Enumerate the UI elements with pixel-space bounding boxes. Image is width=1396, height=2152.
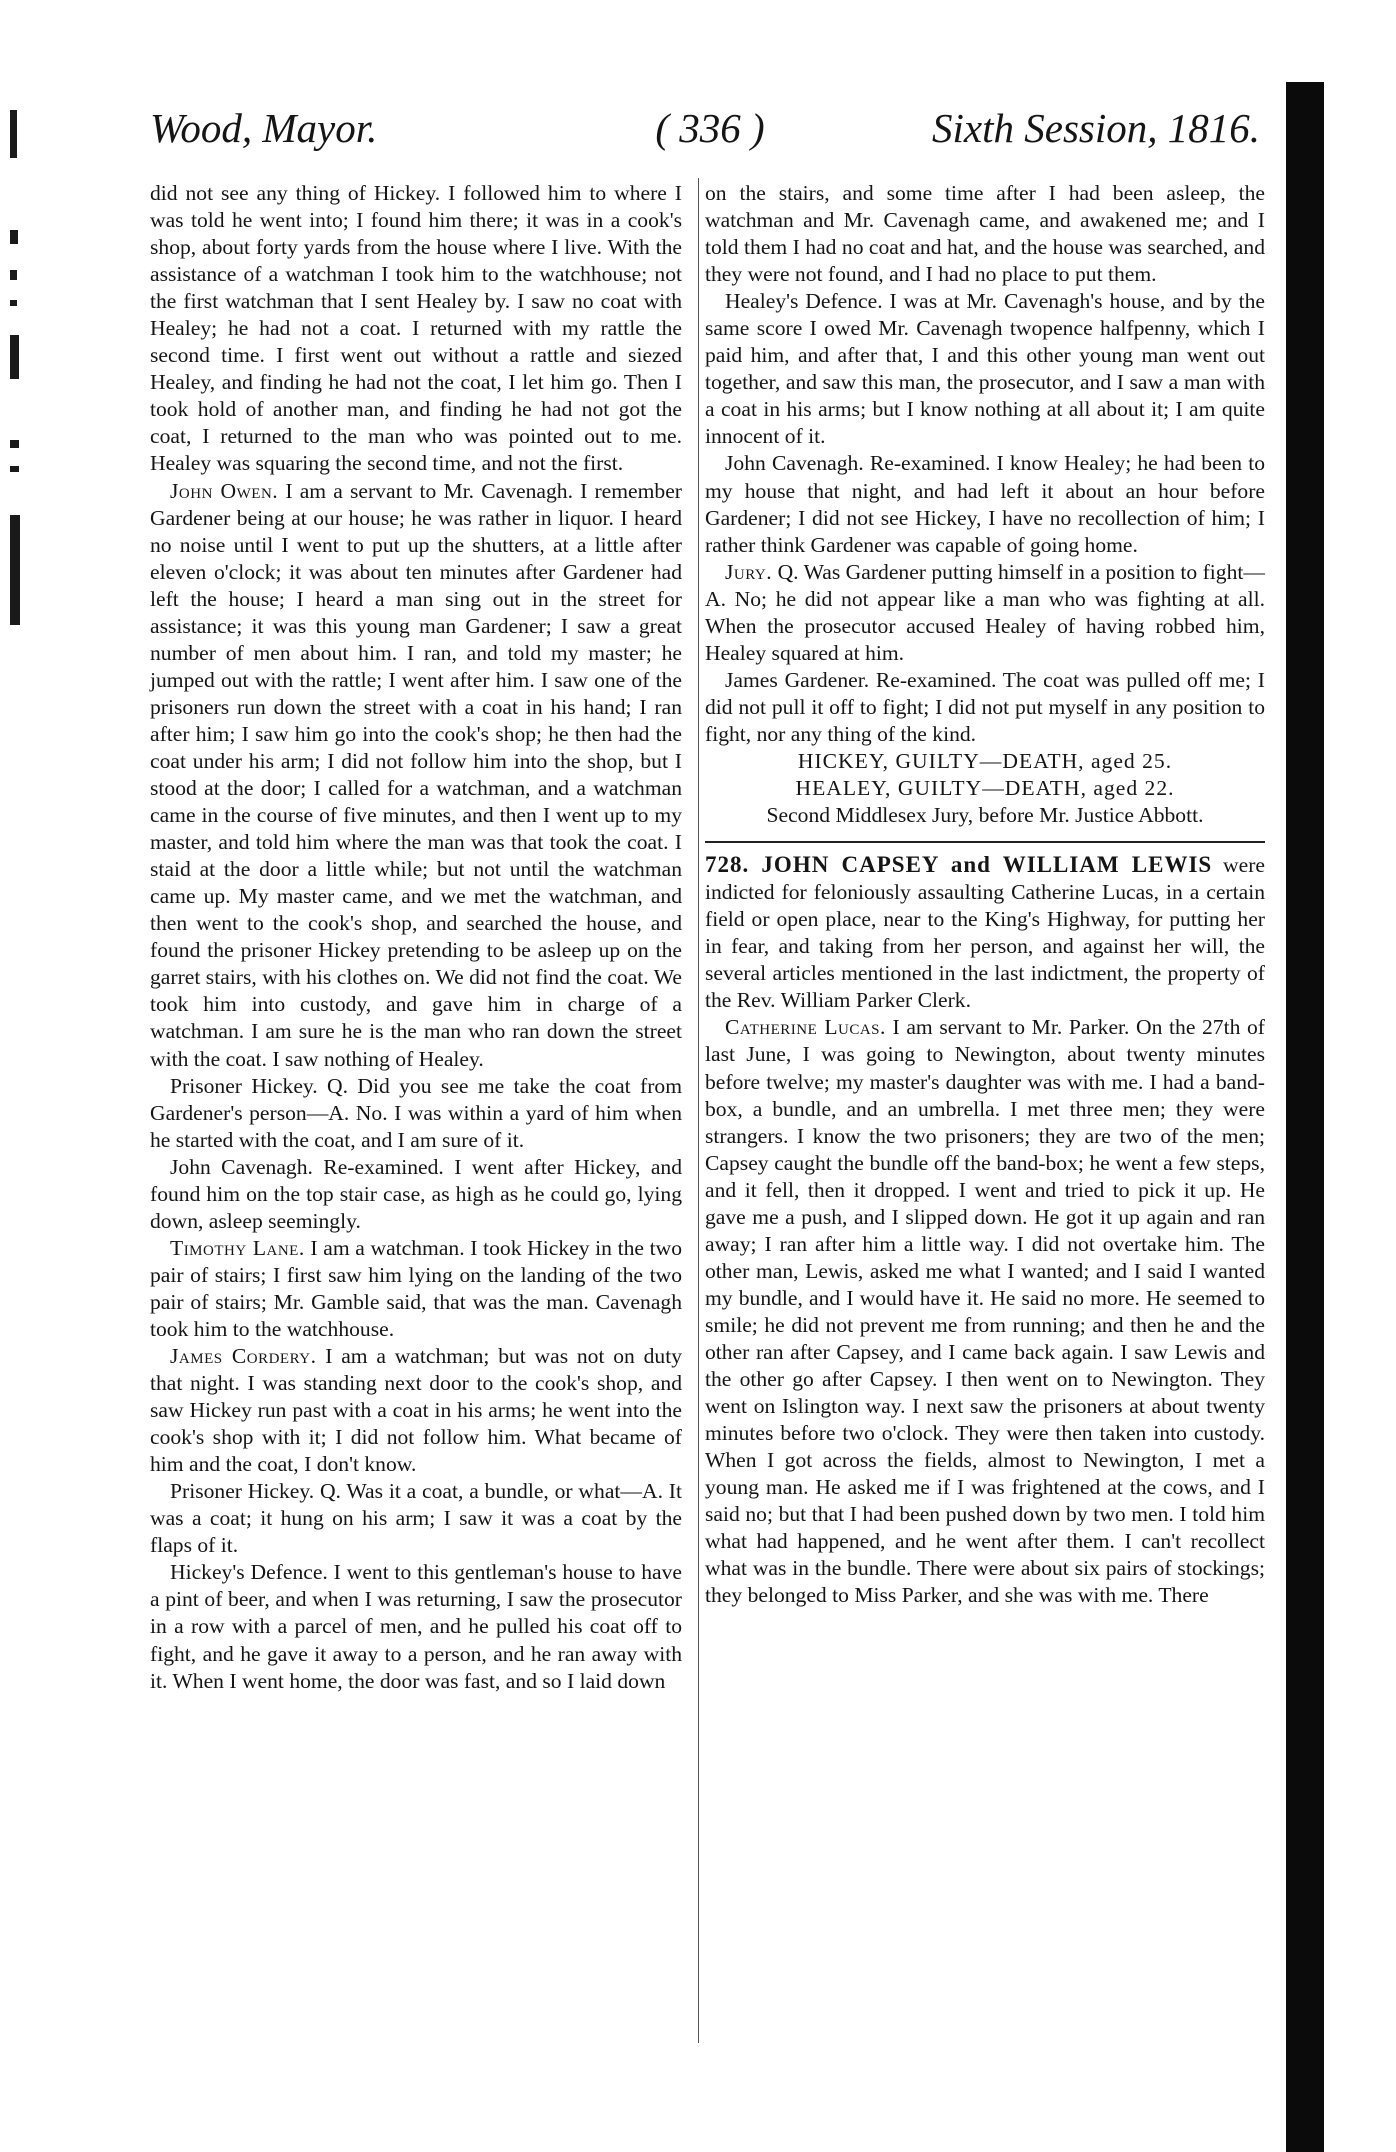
speaker-name: James Cordery.	[170, 1344, 317, 1369]
testimony-paragraph	[705, 1014, 1265, 1609]
header-right: Sixth Session, 1816.	[932, 105, 1260, 151]
verdict-line: HICKEY, GUILTY—DEATH, aged 25.	[797, 748, 1173, 773]
binding-shadow	[1286, 82, 1324, 2152]
paragraph	[150, 1154, 682, 1235]
right-column	[705, 180, 1265, 1609]
case-paragraph	[705, 851, 1265, 1014]
margin-ink-marks	[10, 110, 22, 650]
page-number: ( 336 )	[655, 105, 765, 151]
paragraph	[705, 288, 1265, 450]
paragraph	[150, 180, 682, 478]
testimony-paragraph	[150, 478, 682, 1073]
paragraph-text: James Gardener. Re-examined. The coat was pulled off me; I did not pull it off to fight; I did not put myself in any position to fight, nor any thing of the kind.	[705, 667, 1265, 746]
paragraph-text: I am a servant to Mr. Cavenagh. I remember Gardener being at our house; he was rather in liquor. I heard no noise until I went to put up the shutters, at a little after eleven o'clock; it was about ten minutes after Gardener had left the house; I heard a man sing out in the street for assistance; it was this young man Gardener; I saw a great number of men about him. I ran, and told my master; he jumped out with the rattle; I went after him. I saw one of the prisoners run down the street with a coat in his hand; I ran after him; I saw him go into the cook's shop; he then had the coat under his arm; I did not follow him into the shop, but I stood at the door; I called for a watchman, and a watchman came in the course of five minutes, and then I went up to my master, and told him where the man was that took the coat. I staid at the door a little while; but not until the watchman came up. My master came, and we met the watchman, and then went to the cook's shop, and searched the house, and found the prisoner Hickey pretending to be asleep up on the garret stairs, with his clothes on. We did not find the coat. We took him into custody, and gave him in charge of a watchman. I am sure he is the man who ran down the street with the coat. I saw nothing of Healey.	[150, 478, 683, 1071]
paragraph-text: John Cavenagh. Re-examined. I went after Hickey, and found him on the top stair case, as high as he could go, lying down, asleep seemingly.	[150, 1154, 682, 1233]
column-rule	[698, 178, 699, 2043]
testimony-paragraph	[150, 1343, 682, 1478]
header-left: Wood, Mayor.	[150, 105, 378, 151]
paragraph-text: did not see any thing of Hickey. I followed him to where I was told he went into; I found him there; it was in a cook's shop, about forty yards from the house where I live. With the assistance of a watchman I took him to the watchhouse; not the first watchman that I sent Healey by. I saw no coat with Healey; he had not a coat. I returned with my rattle the second time. I first went out without a rattle and siezed Healey, and finding he had not the coat, I let him go. Then I took hold of another man, and finding he had not got the coat, I returned to the man who was pointed out to me. Healey was squaring the second time, and not the first.	[150, 181, 682, 476]
testimony-paragraph	[705, 559, 1265, 667]
speaker-name: John Owen.	[170, 478, 279, 503]
paragraph	[150, 1478, 682, 1559]
paragraph-text: I am a watchman; but was not on duty that night. I was standing next door to the cook's shop, and saw Hickey run past with a coat in his arms; he went into the cook's shop with it; I did not follow him. What became of him and the coat, I don't know.	[150, 1344, 682, 1477]
left-column	[150, 180, 682, 1695]
testimony-paragraph	[150, 1235, 682, 1343]
verdict-line: HEALEY, GUILTY—DEATH, aged 22.	[795, 776, 1175, 801]
paragraph-text: I am a watchman. I took Hickey in the two pair of stairs; I first saw him lying on the landing of the two pair of stairs; Mr. Gamble said, that was the man. Cavenagh took him to the watchhouse.	[150, 1235, 683, 1341]
paragraph-text: were indicted for feloniously assaulting Catherine Lucas, in a certain field or open place, near to the King's Highway, for putting her in fear, and taking from her person, and against her will, the several articles mentioned in the last indictment, the property of the Rev. William Parker Clerk.	[705, 853, 1265, 1013]
paragraph	[150, 1559, 682, 1694]
speaker-name: Catherine Lucas.	[725, 1015, 886, 1040]
case-heading: 728. JOHN CAPSEY and WILLIAM LEWIS	[705, 852, 1213, 878]
paragraph-text: Hickey's Defence. I went to this gentleman's house to have a pint of beer, and when I was returning, I saw the prosecutor in a row with a parcel of men, and he pulled his coat off to fight, and he gave it away to a person, and he ran away with it. When I went home, the door was fast, and so I laid down	[150, 1560, 682, 1693]
paragraph-text: Healey's Defence. I was at Mr. Cavenagh's house, and by the same score I owed Mr. Cavenagh twopence halfpenny, which I paid him, and after that, I and this other young man went out together, and saw this man, the prosecutor, and I saw a man with a coat in his arms; but I know nothing at all about it; I am quite innocent of it.	[705, 289, 1265, 449]
paragraph	[705, 450, 1265, 558]
speaker-name: Jury.	[725, 559, 773, 584]
section-divider	[705, 841, 1265, 843]
paragraph-text: I am servant to Mr. Parker. On the 27th of last June, I was going to Newington, about twenty minutes before twelve; my master's daughter was with me. I had a band-box, a bundle, and an umbrella. I met three men; they were strangers. I know the two prisoners; they are two of the men; Capsey caught the bundle off the band-box; he went a few steps, and it fell, then it dropped. I went and tried to pick it up. He gave me a push, and I slipped down. He got it up again and ran away; I ran after him a little way. I did not overtake him. The other man, Lewis, asked me what I wanted; and I said I wanted my bundle, and I would have it. He said no more. He seemed to smile; he did not prevent me from running; and then he and the other ran after Capsey, and I came back again. I saw Lewis and the other go after Capsey. I then went on to Newington. They went on Islington way. I next saw the prisoners at about twenty minutes before two o'clock. They were then taken into custody. When I got across the fields, almost to Newington, I met a young man. He asked me if I was frightened at the cows, and I said no; but that I had been pushed down by two men. I told him what had happened, and he went after them. I can't recollect what was in the bundle. There were about six pairs of stockings; they belonged to Miss Parker, and she was with me. There	[705, 1015, 1265, 1608]
paragraph-text: Prisoner Hickey. Q. Did you see me take the coat from Gardener's person—A. No. I was within a yard of him when he started with the coat, and I am sure of it.	[150, 1073, 682, 1152]
speaker-name: Timothy Lane.	[170, 1235, 305, 1260]
paragraph-text: John Cavenagh. Re-examined. I know Healey; he had been to my house that night, and had left it about an hour before Gardener; I did not see Hickey, I have no recollection of him; I rather think Gardener was capable of going home.	[705, 451, 1265, 557]
paragraph	[705, 180, 1265, 288]
jury-line: Second Middlesex Jury, before Mr. Justice Abbott.	[766, 803, 1204, 828]
paragraph-text: Q. Was Gardener putting himself in a position to fight—A. No; he did not appear like a man who was fighting at all. When the prosecutor accused Healey of having robbed him, Healey squared at him.	[705, 559, 1265, 665]
paragraph-text: on the stairs, and some time after I had been asleep, the watchman and Mr. Cavenagh came, and awakened me; and I told them I had no coat and hat, and the house was searched, and they were not found, and I had no place to put them.	[705, 181, 1265, 287]
paragraph-text: Prisoner Hickey. Q. Was it a coat, a bundle, or what—A. It was a coat; it hung on his arm; I saw it was a coat by the flaps of it.	[150, 1479, 682, 1558]
paragraph	[705, 667, 1265, 748]
paragraph	[150, 1073, 682, 1154]
running-header	[150, 104, 1260, 162]
